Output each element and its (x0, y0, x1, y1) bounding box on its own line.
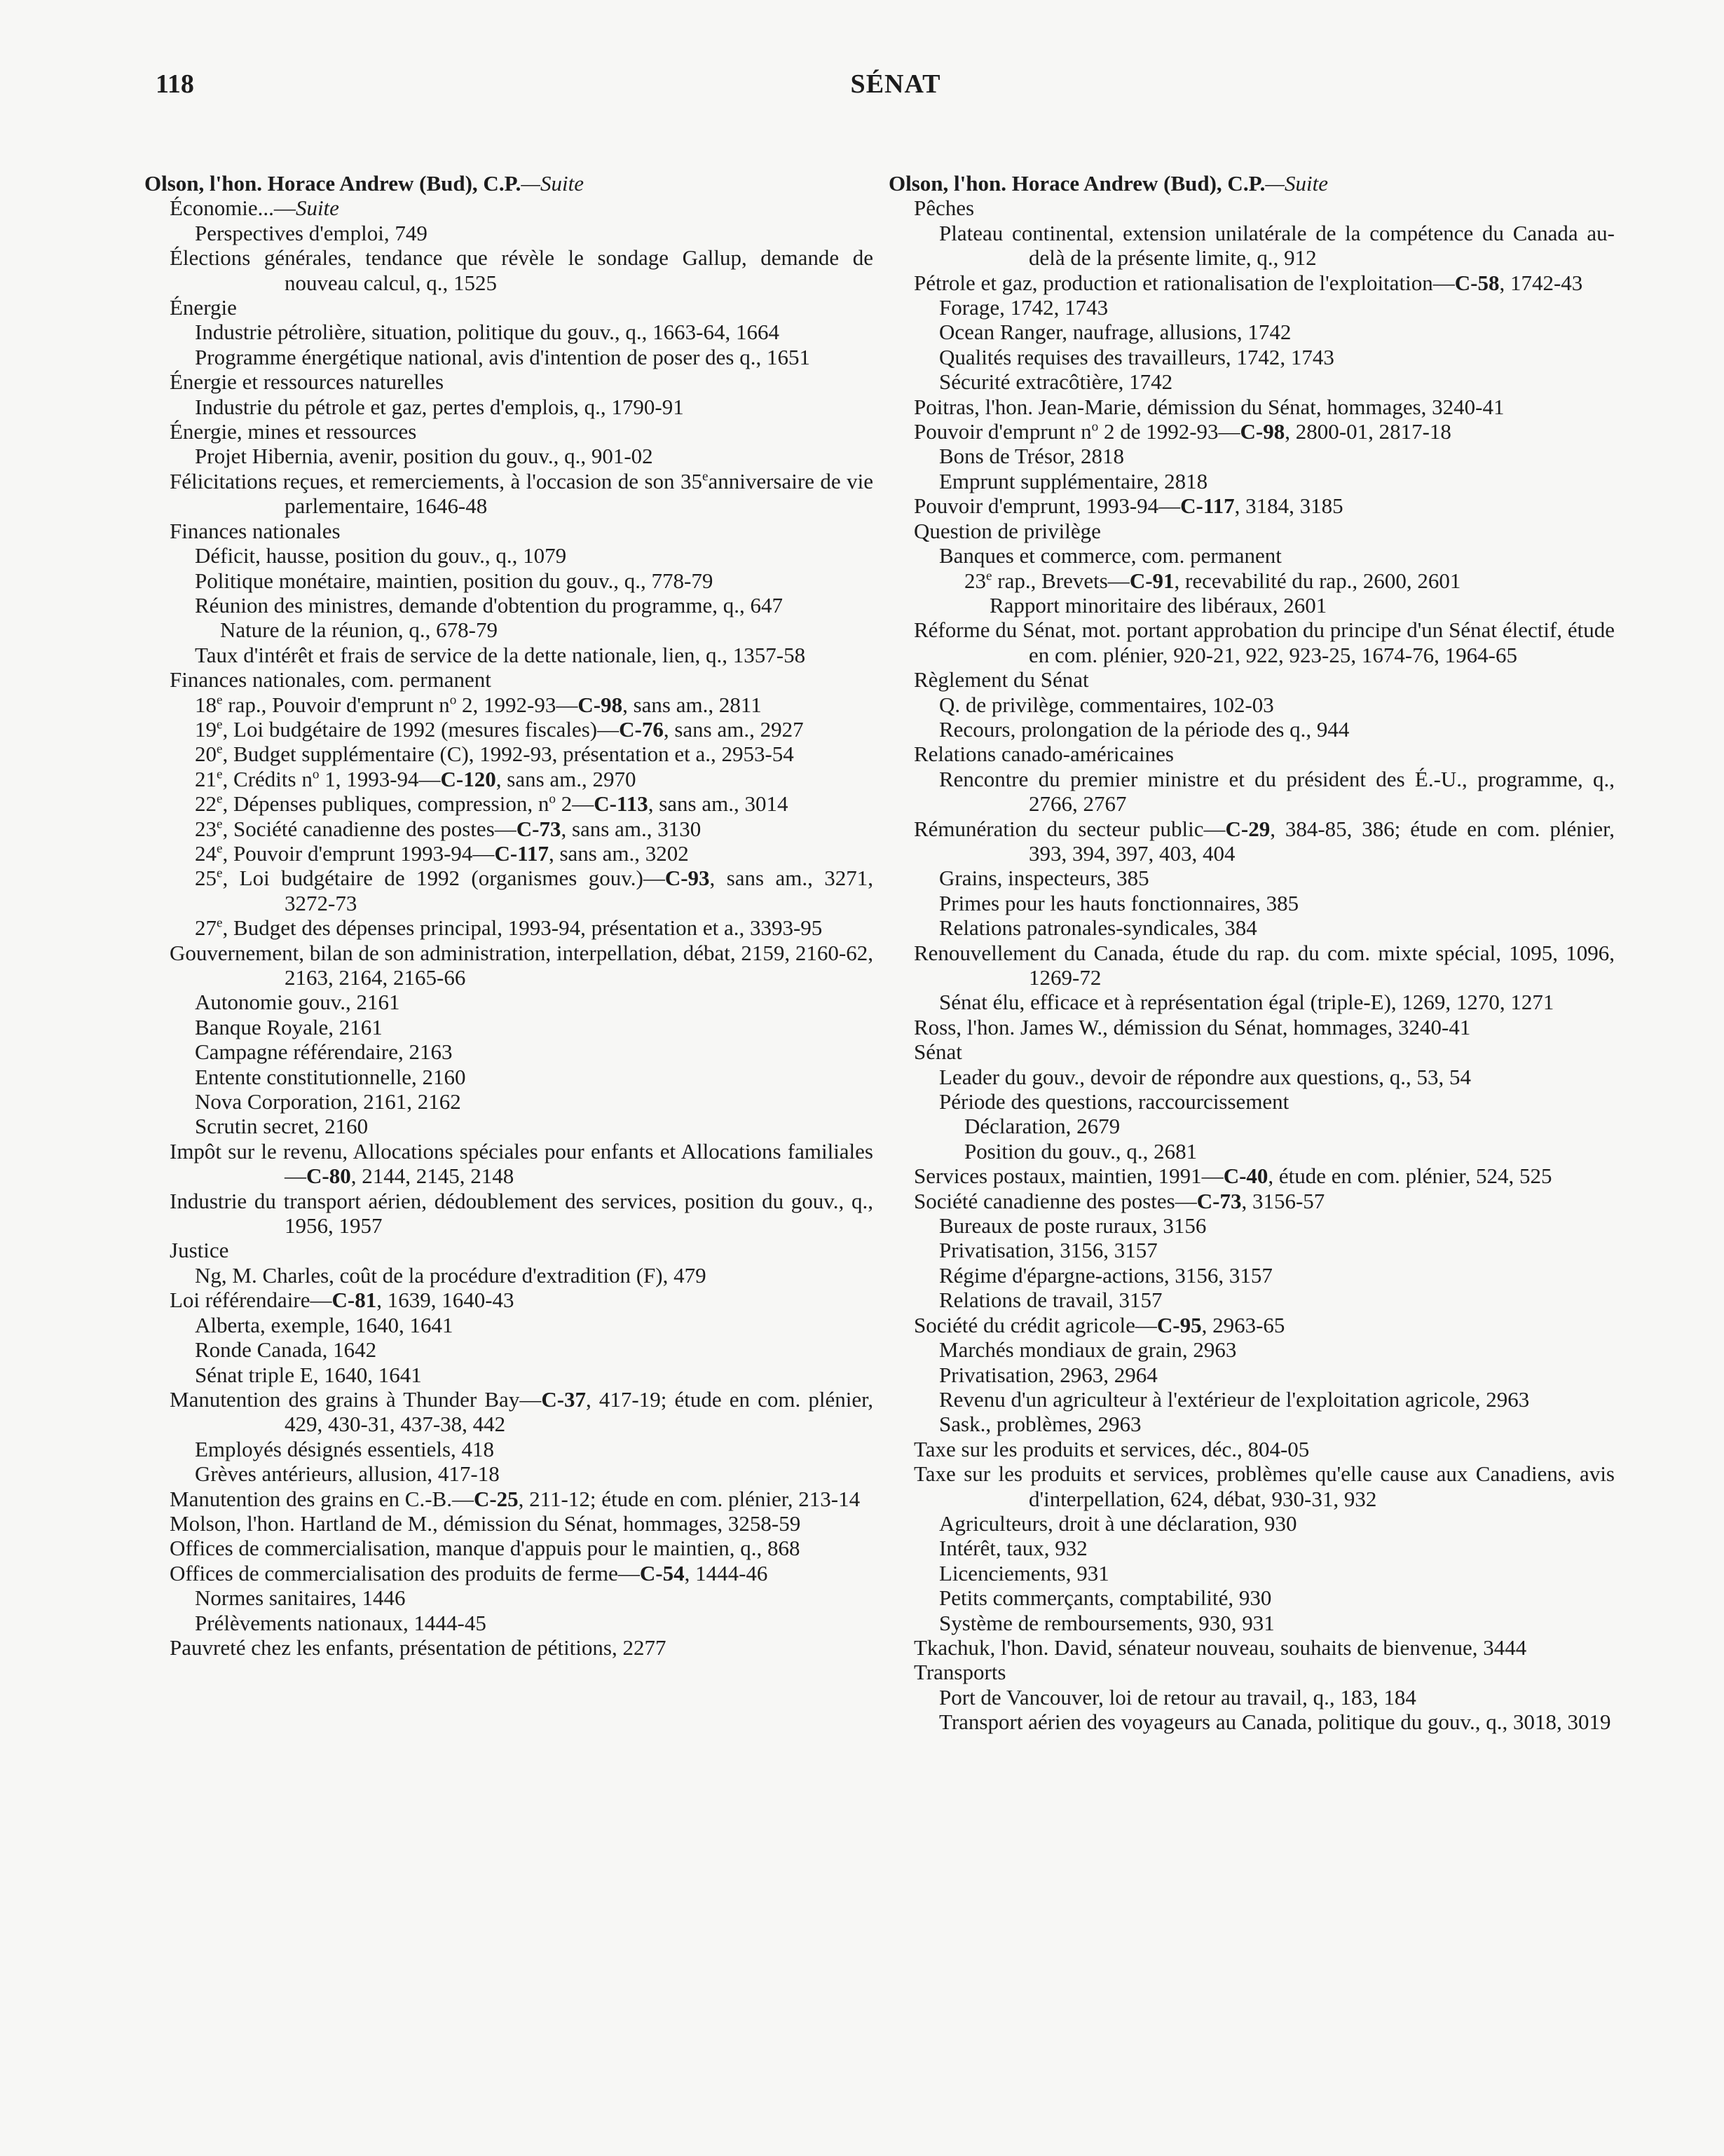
right-index-entry: Pouvoir d'emprunt $n^o$ 2 de 1992-93—C-98, 2800-01, 2817-18 (914, 419, 1451, 444)
right-index-entry: Renouvellement du Canada, étude du rap. du com. mixte spécial, 1095, 1096, 1269-72 (914, 940, 1615, 990)
right-index-entry: Port de Vancouver, loi de retour au travail, q., 183, 184 (939, 1684, 1416, 1710)
left-index-entry: Campagne référendaire, 2163 (195, 1039, 453, 1065)
index-column-left (144, 171, 873, 1660)
left-index-entry: Finances nationales (170, 518, 341, 543)
right-index-entry: Pouvoir d'emprunt, 1993-94—C-117, 3184, 3185 (914, 493, 1343, 519)
right-index-entry: Taxe sur les produits et services, problèmes qu'elle cause aux Canadiens, avis d'interpellation, 624, débat, 930-31, 932 (914, 1461, 1615, 1511)
left-index-entry: Entente constitutionnelle, 2160 (195, 1064, 466, 1089)
left-index-entry: 22e, Dépenses publiques, compression, $n^o$ 2—C-113, sans am., 3014 (195, 791, 788, 817)
right-index-entry: Leader du gouv., devoir de répondre aux questions, q., 53, 54 (939, 1064, 1472, 1089)
left-index-entry: Offices de commercialisation, manque d'appuis pour le maintien, q., 868 (170, 1536, 800, 1561)
right-index-entry: Agriculteurs, droit à une déclaration, 930 (939, 1510, 1297, 1536)
heading-suite: —Suite (521, 171, 584, 196)
left-index-entry: Énergie (170, 295, 237, 320)
left-index-entry: Industrie du pétrole et gaz, pertes d'emplois, q., 1790-91 (195, 394, 684, 419)
right-index-entry: Relations patronales-syndicales, 384 (939, 915, 1257, 941)
left-index-entry: Grèves antérieurs, allusion, 417-18 (195, 1461, 500, 1487)
right-index-entry: Système de remboursements, 930, 931 (939, 1610, 1275, 1635)
left-index-entry: Nova Corporation, 2161, 2162 (195, 1089, 461, 1114)
left-index-entry: Normes sanitaires, 1446 (195, 1585, 406, 1611)
left-index-entry: Réunion des ministres, demande d'obtention du programme, q., 647 (195, 592, 783, 618)
left-index-entry: Économie...—Suite (170, 196, 339, 221)
left-index-entry: Énergie, mines et ressources (170, 419, 417, 444)
heading-name: Olson, l'hon. Horace Andrew (Bud), C.P. (889, 171, 1266, 196)
right-index-entry: Bureaux de poste ruraux, 3156 (939, 1213, 1207, 1239)
left-index-entry: Manutention des grains en C.-B.—C-25, 211-12; étude en com. plénier, 213-14 (170, 1486, 861, 1511)
right-index-heading (889, 171, 1615, 196)
right-index-entry: Transport aérien des voyageurs au Canada, politique du gouv., q., 3018, 3019 (939, 1710, 1611, 1735)
right-index-entry: Société canadienne des postes—C-73, 3156-57 (914, 1188, 1325, 1213)
left-index-entry: 20e, Budget supplémentaire (C), 1992-93, présentation et a., 2953-54 (195, 742, 794, 767)
left-index-entry: Élections générales, tendance que révèle le sondage Gallup, demande de nouveau calcul, q., 1525 (170, 245, 873, 295)
right-index-entry: Plateau continental, extension unilatérale de la compétence du Canada au-delà de la présente limite, q., 912 (939, 220, 1615, 271)
left-index-entry: Industrie du transport aérien, dédoublement des services, position du gouv., q., 1956, 1957 (170, 1188, 873, 1239)
right-index-entry: Ocean Ranger, naufrage, allusions, 1742 (939, 320, 1292, 345)
right-index-entry: Rémunération du secteur public—C-29, 384-85, 386; étude en com. plénier, 393, 394, 397, 403, 404 (914, 816, 1615, 866)
right-index-entry: Banques et commerce, com. permanent (939, 543, 1282, 568)
right-index-entry: Société du crédit agricole—C-95, 2963-65 (914, 1312, 1285, 1337)
heading-name: Olson, l'hon. Horace Andrew (Bud), C.P. (144, 171, 521, 196)
left-index-entry: Justice (170, 1238, 229, 1263)
right-index-entry: Rapport minoritaire des libéraux, 2601 (990, 592, 1327, 618)
left-index-entry: 27e, Budget des dépenses principal, 1993-94, présentation et a., 3393-95 (195, 915, 823, 941)
right-index-entry: Marchés mondiaux de grain, 2963 (939, 1337, 1237, 1363)
left-index-entry: Ronde Canada, 1642 (195, 1337, 377, 1363)
left-index-entry: Énergie et ressources naturelles (170, 369, 444, 395)
right-index-entry: Grains, inspecteurs, 385 (939, 866, 1149, 891)
right-index-entry: Poitras, l'hon. Jean-Marie, démission du Sénat, hommages, 3240-41 (914, 394, 1505, 419)
right-index-entry: Relations canado-américaines (914, 742, 1174, 767)
left-index-entry: 25e, Loi budgétaire de 1992 (organismes gouv.)—C-93, sans am., 3271, 3272-73 (195, 866, 873, 915)
left-index-entry: Félicitations reçues, et remerciements, à l'occasion de son 35eanniversaire de vie parlementaire, 1646-48 (170, 468, 873, 519)
left-index-entry: Sénat triple E, 1640, 1641 (195, 1362, 422, 1387)
left-index-entry: Pauvreté chez les enfants, présentation de pétitions, 2277 (170, 1635, 666, 1660)
right-index-entry: Rencontre du premier ministre et du président des É.-U., programme, q., 2766, 2767 (939, 766, 1615, 817)
left-index-entry: Prélèvements nationaux, 1444-45 (195, 1610, 486, 1635)
left-index-entry: 21e, Crédits $n^o$ 1, 1993-94—C-120, sans am., 2970 (195, 766, 636, 791)
running-title: SÉNAT (850, 69, 941, 99)
right-index-entry: Recours, prolongation de la période des q., 944 (939, 716, 1350, 742)
page-number: 118 (156, 69, 194, 99)
right-index-entry: Taxe sur les produits et services, déc., 804-05 (914, 1436, 1310, 1461)
right-index-entry: Question de privilège (914, 518, 1101, 543)
right-index-entry: Emprunt supplémentaire, 2818 (939, 468, 1208, 493)
right-index-entry: Pétrole et gaz, production et rationalisation de l'exploitation—C-58, 1742-43 (914, 270, 1583, 295)
left-index-entry: Finances nationales, com. permanent (170, 667, 491, 692)
left-index-entry: Politique monétaire, maintien, position du gouv., q., 778-79 (195, 568, 713, 593)
right-index-entry: Tkachuk, l'hon. David, sénateur nouveau, souhaits de bienvenue, 3444 (914, 1635, 1527, 1660)
right-index-entry: Revenu d'un agriculteur à l'extérieur de l'exploitation agricole, 2963 (939, 1386, 1530, 1412)
left-index-entry: Scrutin secret, 2160 (195, 1114, 369, 1139)
right-index-entry: Règlement du Sénat (914, 667, 1089, 692)
left-index-entry: Alberta, exemple, 1640, 1641 (195, 1312, 453, 1337)
left-index-entry: 23e, Société canadienne des postes—C-73, sans am., 3130 (195, 816, 702, 841)
right-index-entry: Services postaux, maintien, 1991—C-40, étude en com. plénier, 524, 525 (914, 1164, 1552, 1189)
right-index-entry: Privatisation, 2963, 2964 (939, 1362, 1158, 1387)
left-index-entry: Taux d'intérêt et frais de service de la dette nationale, lien, q., 1357-58 (195, 642, 806, 667)
right-index-entry: Position du gouv., q., 2681 (964, 1138, 1198, 1164)
right-index-entry: Sénat élu, efficace et à représentation égal (triple-E), 1269, 1270, 1271 (939, 990, 1554, 1015)
left-index-entry: Déficit, hausse, position du gouv., q., 1079 (195, 543, 567, 568)
right-index-entry: Période des questions, raccourcissement (939, 1089, 1289, 1114)
left-index-entry: 24e, Pouvoir d'emprunt 1993-94—C-117, sans am., 3202 (195, 840, 689, 866)
right-index-entry: Forage, 1742, 1743 (939, 295, 1109, 320)
left-index-entry: Industrie pétrolière, situation, politique du gouv., q., 1663-64, 1664 (195, 320, 780, 345)
left-index-entry: Projet Hibernia, avenir, position du gouv., q., 901-02 (195, 444, 653, 469)
left-index-entry: Autonomie gouv., 2161 (195, 990, 400, 1015)
right-index-entry: Relations de travail, 3157 (939, 1288, 1163, 1313)
heading-suite: —Suite (1265, 171, 1328, 196)
left-index-entry: Gouvernement, bilan de son administration, interpellation, débat, 2159, 2160-62, 2163, 2164, 2165-66 (170, 940, 873, 990)
right-index-entry: Déclaration, 2679 (964, 1114, 1121, 1139)
right-index-entry: Intérêt, taux, 932 (939, 1536, 1088, 1561)
left-index-heading (144, 171, 873, 196)
left-index-entry: Employés désignés essentiels, 418 (195, 1436, 495, 1461)
right-index-entry: Privatisation, 3156, 3157 (939, 1238, 1158, 1263)
left-index-entry: Banque Royale, 2161 (195, 1014, 383, 1039)
right-index-entry: Sask., problèmes, 2963 (939, 1412, 1142, 1437)
left-index-entry: Ng, M. Charles, coût de la procédure d'extradition (F), 479 (195, 1262, 706, 1288)
right-index-entry: 23e rap., Brevets—C-91, recevabilité du rap., 2600, 2601 (964, 568, 1461, 593)
right-index-entry: Transports (914, 1660, 1006, 1685)
left-index-entry: Programme énergétique national, avis d'intention de poser des q., 1651 (195, 344, 810, 369)
left-index-entry: Offices de commercialisation des produits de ferme—C-54, 1444-46 (170, 1560, 768, 1585)
left-index-entry: 18e rap., Pouvoir d'emprunt $n^o$ 2, 1992-93—C-98, sans am., 2811 (195, 692, 762, 717)
right-index-entry: Primes pour les hauts fonctionnaires, 385 (939, 890, 1299, 915)
left-index-entry: Perspectives d'emploi, 749 (195, 220, 427, 245)
right-index-entry: Sénat (914, 1039, 962, 1065)
left-index-entry: Impôt sur le revenu, Allocations spéciales pour enfants et Allocations familiales—C-80, 2144, 2145, 2148 (170, 1138, 873, 1189)
right-index-entry: Régime d'épargne-actions, 3156, 3157 (939, 1262, 1273, 1288)
left-index-entry: Manutention des grains à Thunder Bay—C-37, 417-19; étude en com. plénier, 429, 430-31, 437-38, 442 (170, 1386, 873, 1437)
right-index-entry: Ross, l'hon. James W., démission du Sénat, hommages, 3240-41 (914, 1014, 1471, 1039)
left-index-entry: Nature de la réunion, q., 678-79 (220, 618, 498, 643)
right-index-entry: Petits commerçants, comptabilité, 930 (939, 1585, 1272, 1611)
left-index-entry: 19e, Loi budgétaire de 1992 (mesures fiscales)—C-76, sans am., 2927 (195, 716, 804, 742)
right-index-entry: Licenciements, 931 (939, 1560, 1109, 1585)
left-index-entry: Loi référendaire—C-81, 1639, 1640-43 (170, 1288, 514, 1313)
right-index-entry: Sécurité extracôtière, 1742 (939, 369, 1173, 395)
right-index-entry: Pêches (914, 196, 975, 221)
right-index-entry: Q. de privilège, commentaires, 102-03 (939, 692, 1274, 717)
left-index-entry: Molson, l'hon. Hartland de M., démission du Sénat, hommages, 3258-59 (170, 1510, 801, 1536)
right-index-entry: Réforme du Sénat, mot. portant approbation du principe d'un Sénat électif, étude en com. plénier, 920-21, 922, 923-25, 1674-76, 1964-65 (914, 618, 1615, 667)
right-index-entry: Qualités requises des travailleurs, 1742, 1743 (939, 344, 1334, 369)
right-index-entry: Bons de Trésor, 2818 (939, 444, 1125, 469)
index-column-right (889, 171, 1615, 1735)
